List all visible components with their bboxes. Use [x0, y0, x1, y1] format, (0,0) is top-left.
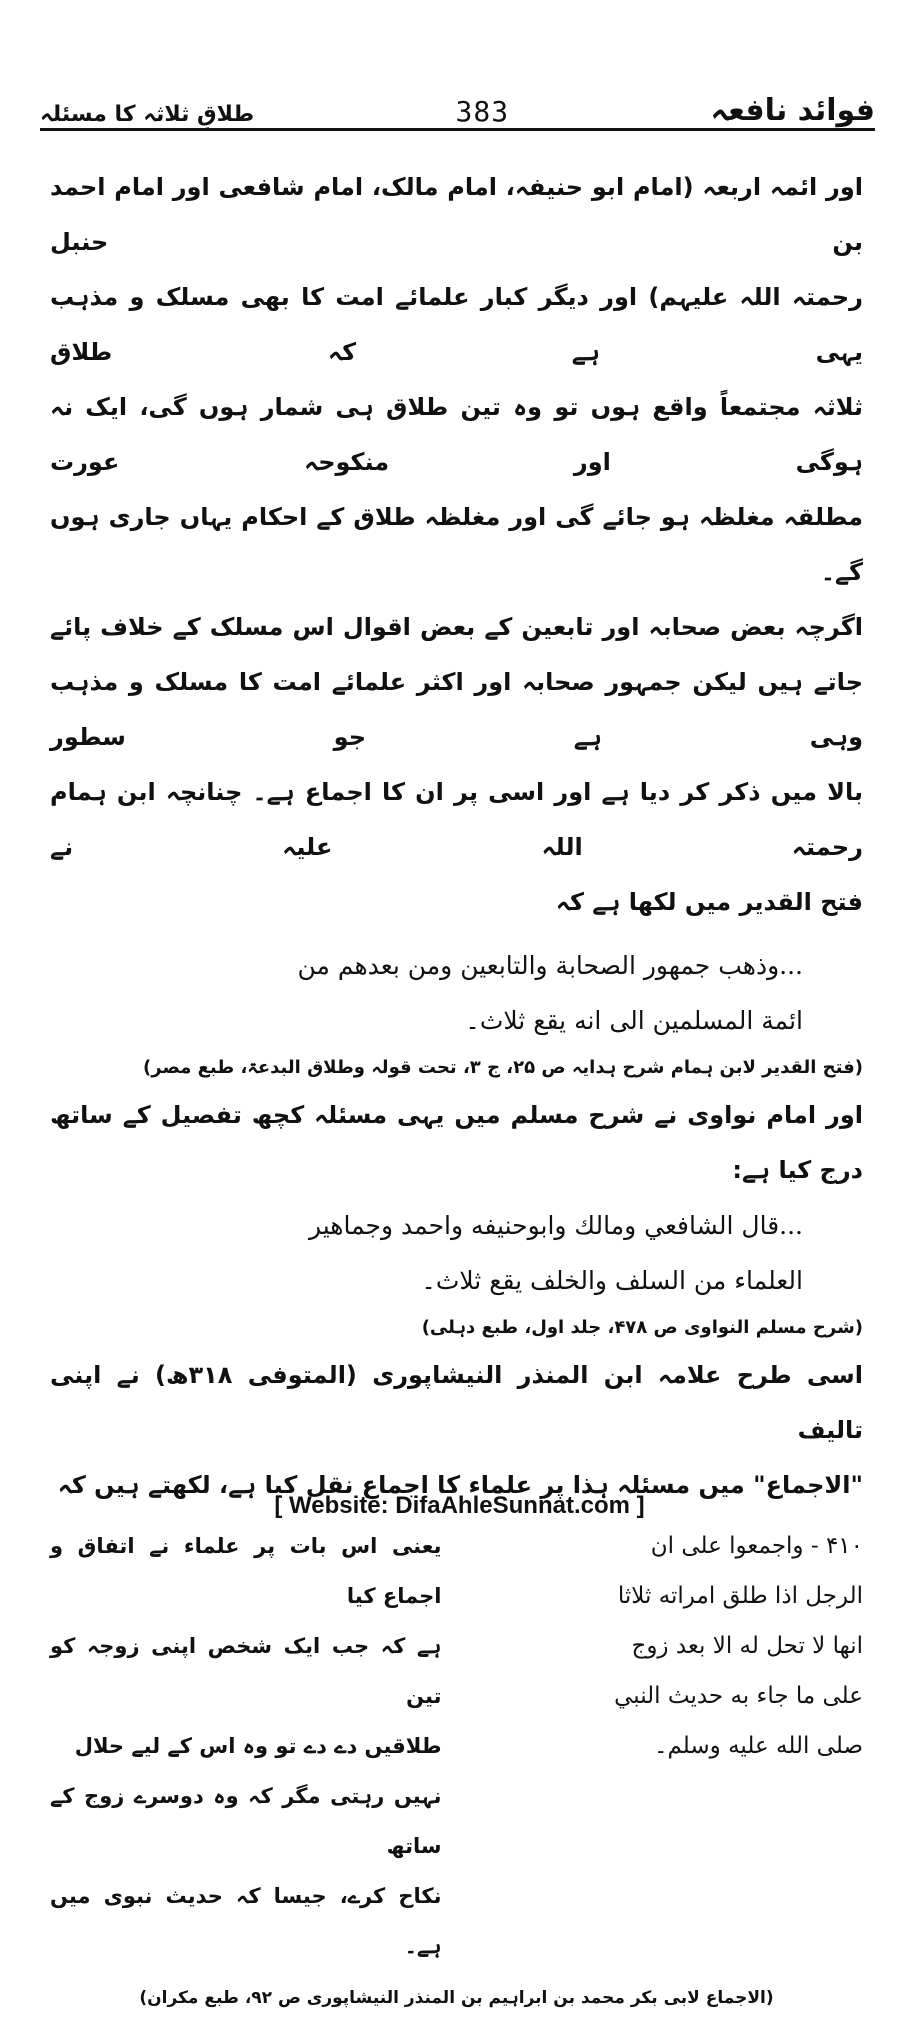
text-line: بالا میں ذکر کر دیا ہے اور اسی پر ان کا اجماع ہے۔ چنانچہ ابن ہمام رحمتہ اللہ علیہ نے	[50, 778, 863, 861]
text-line: اگرچہ بعض صحابہ اور تابعین کے بعض اقوال اس مسلک کے خلاف پائے	[50, 613, 863, 641]
text-line: انها لا تحل له الا بعد زوج	[631, 1633, 863, 1659]
text-line: فتح القدیر میں لکھا ہے کہ	[555, 888, 863, 916]
text-line: اسی طرح علامہ ابن المنذر النیشاپوری (المتوفی ۳۱۸ھ) نے اپنی تالیف	[50, 1361, 863, 1444]
book-title: فوائد نافعہ	[710, 93, 875, 128]
text-line: على ما جاء به حديث النبي	[614, 1683, 863, 1709]
text-line: یعنی اس بات پر علماء نے اتفاق و اجماع کیا	[50, 1534, 442, 1608]
text-line: العلماء من السلف والخلف يقع ثلاث۔	[421, 1266, 803, 1295]
reference-1: (فتح القدیر لابن ہمام شرح ہدایہ ص ۲۵، ج ۳، تحت قولہ وطلاق البدعۃ، طبع مصر)	[143, 1057, 863, 1078]
urdu-translation-column	[50, 1521, 442, 1971]
text-line: مطلقہ مغلظہ ہو جائے گی اور مغلظہ طلاق کے احکام یہاں جاری ہوں گے۔	[50, 503, 863, 586]
arabic-quote-2	[50, 1198, 863, 1308]
text-line: ...قال الشافعي ومالك وابوحنيفه واحمد وجماهير	[308, 1211, 803, 1240]
text-line: ائمة المسلمين الى انه يقع ثلاث۔	[465, 1006, 803, 1035]
chapter-title: طلاقِ ثلاثہ کا مسئلہ	[40, 102, 255, 127]
text-line: نہیں رہتی مگر کہ وہ دوسرے زوج کے ساتھ	[50, 1784, 442, 1858]
text-line: "الاجماع" میں مسئلہ ہذا پر علماء کا اجماع نقل کیا ہے، لکھتے ہیں کہ	[57, 1471, 863, 1499]
text-line: رحمتہ اللہ علیہم) اور دیگر کبار علمائے امت کا بھی مسلک و مذہب یہی ہے کہ طلاق	[50, 283, 863, 366]
text-line: ہے کہ جب ایک شخص اپنی زوجہ کو تین	[50, 1634, 442, 1708]
page-header	[40, 78, 875, 126]
arabic-column	[472, 1521, 864, 1971]
paragraph-3	[50, 1088, 863, 1198]
text-line: اور امام نواوی نے شرح مسلم میں یہی مسئلہ کچھ تفصیل کے ساتھ درج کیا ہے:	[50, 1101, 863, 1184]
text-line: ...وذهب جمهور الصحابة والتابعين ومن بعدهم من	[297, 951, 803, 980]
website-watermark: [ Website: DifaAhleSunnat.com ]	[274, 1492, 645, 1519]
two-column-quote	[50, 1521, 863, 1971]
paragraph-1	[50, 160, 863, 600]
text-line: اور ائمہ اربعہ (امام ابو حنیفہ، امام مالک، امام شافعی اور امام احمد بن حنبل	[50, 173, 863, 256]
paragraph-2	[50, 600, 863, 930]
text-line: الرجل اذا طلق امراته ثلاثا	[617, 1583, 863, 1609]
page-body	[50, 160, 863, 2032]
text-line: طلاقیں دے دے تو وہ اس کے لیے حلال	[74, 1734, 442, 1758]
text-line: صلى الله عليه وسلم۔	[654, 1733, 863, 1759]
text-line: ثلاثہ مجتمعاً واقع ہوں تو وہ تین طلاق ہی شمار ہوں گی، ایک نہ ہوگی اور منکوحہ عورت	[50, 393, 863, 476]
page-number: 383	[455, 95, 510, 128]
reference-2: (شرح مسلم النواوی ص ۴۷۸، جلد اول، طبع دہلی)	[421, 1317, 863, 1338]
text-line: جاتے ہیں لیکن جمہور صحابہ اور اکثر علمائے امت کا مسلک و مذہب وہی ہے جو سطور	[50, 668, 863, 751]
text-line: ۴۱۰ - واجمعوا على ان	[650, 1533, 863, 1559]
reference-3: (الاجماع لابی بکر محمد بن ابراہیم بن المنذر النیشاپوری ص ۹۲، طبع مکران)	[139, 1988, 774, 2008]
arabic-quote-1	[50, 938, 863, 1048]
text-line: نکاح کرے، جیسا کہ حدیث نبوی میں ہے۔	[50, 1884, 442, 1958]
paragraph-4	[50, 1348, 863, 1513]
header-rule	[40, 128, 875, 131]
